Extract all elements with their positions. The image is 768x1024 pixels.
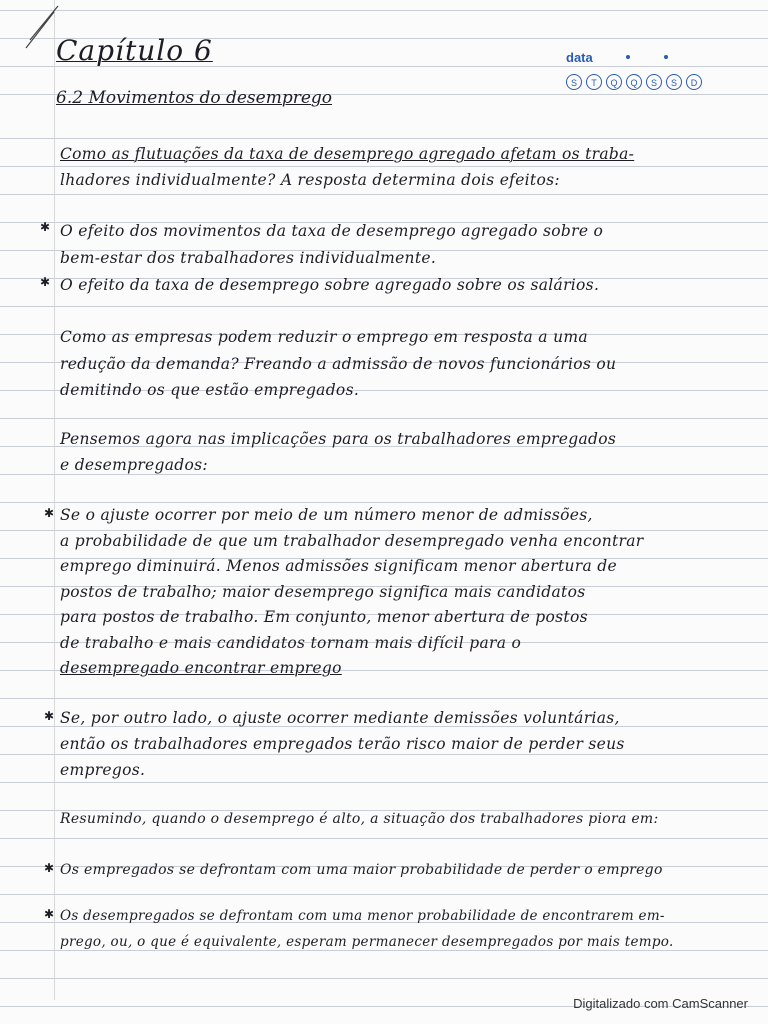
effect-line: O efeito dos movimentos da taxa de desemprego agregado sobre o xyxy=(60,222,604,240)
adjust-line: empregos. xyxy=(60,761,146,779)
bullet-star-icon: ✱ xyxy=(44,506,55,520)
weekday-circle: T xyxy=(586,74,602,90)
question-line: Como as empresas podem reduzir o emprego em resposta a uma xyxy=(60,328,588,346)
summary-line: Resumindo, quando o desemprego é alto, a situação dos trabalhadores piora em: xyxy=(60,811,659,827)
bullet-star-icon: ✱ xyxy=(44,861,55,875)
date-label: data xyxy=(566,50,593,65)
adjust-line: postos de trabalho; maior desemprego significa mais candidatos xyxy=(60,583,586,601)
weekday-circle: S xyxy=(566,74,582,90)
weekday-circle: S xyxy=(646,74,662,90)
date-dot xyxy=(626,55,630,59)
adjust-line: para postos de trabalho. Em conjunto, menor abertura de postos xyxy=(60,608,588,626)
intro-line: lhadores individualmente? A resposta determina dois efeitos: xyxy=(60,171,560,189)
date-box xyxy=(566,50,736,94)
weekday-circle: Q xyxy=(626,74,642,90)
effect-line: O efeito da taxa de desemprego sobre agregado sobre os salários. xyxy=(60,276,600,294)
pen-stroke-mark xyxy=(20,4,60,54)
bullet-star-icon: ✱ xyxy=(40,220,51,234)
adjust-line: então os trabalhadores empregados terão risco maior de perder seus xyxy=(60,735,625,753)
scanner-watermark: Digitalizado com CamScanner xyxy=(573,996,748,1011)
summary-point: Os desempregados se defrontam com uma menor probabilidade de encontrarem em- xyxy=(60,908,665,924)
adjust-line: Se, por outro lado, o ajuste ocorrer mediante demissões voluntárias, xyxy=(60,709,620,727)
chapter-title: Capítulo 6 xyxy=(56,34,213,67)
date-dot xyxy=(664,55,668,59)
adjust-line: emprego diminuirá. Menos admissões significam menor abertura de xyxy=(60,557,617,575)
section-subtitle: 6.2 Movimentos do desemprego xyxy=(56,88,333,108)
think-line: Pensemos agora nas implicações para os trabalhadores empregados xyxy=(60,430,617,448)
intro-line: Como as flutuações da taxa de desemprego agregado afetam os traba- xyxy=(60,145,635,163)
think-line: e desempregados: xyxy=(60,456,208,474)
adjust-line: de trabalho e mais candidatos tornam mais difícil para o xyxy=(60,634,522,652)
question-line: demitindo os que estão empregados. xyxy=(60,381,360,399)
adjust-line: desempregado encontrar emprego xyxy=(60,659,342,677)
summary-point: prego, ou, o que é equivalente, esperam permanecer desempregados por mais tempo. xyxy=(60,934,674,950)
bullet-star-icon: ✱ xyxy=(44,907,55,921)
adjust-line: a probabilidade de que um trabalhador desempregado venha encontrar xyxy=(60,532,644,550)
weekday-circles xyxy=(566,74,702,90)
question-line: redução da demanda? Freando a admissão de novos funcionários ou xyxy=(60,355,617,373)
adjust-line: Se o ajuste ocorrer por meio de um número menor de admissões, xyxy=(60,506,593,524)
weekday-circle: Q xyxy=(606,74,622,90)
bullet-star-icon: ✱ xyxy=(40,275,51,289)
weekday-circle: D xyxy=(686,74,702,90)
weekday-circle: S xyxy=(666,74,682,90)
margin-line xyxy=(54,0,55,1000)
summary-point: Os empregados se defrontam com uma maior probabilidade de perder o emprego xyxy=(60,862,663,878)
effect-line: bem-estar dos trabalhadores individualmente. xyxy=(60,249,437,267)
bullet-star-icon: ✱ xyxy=(44,709,55,723)
